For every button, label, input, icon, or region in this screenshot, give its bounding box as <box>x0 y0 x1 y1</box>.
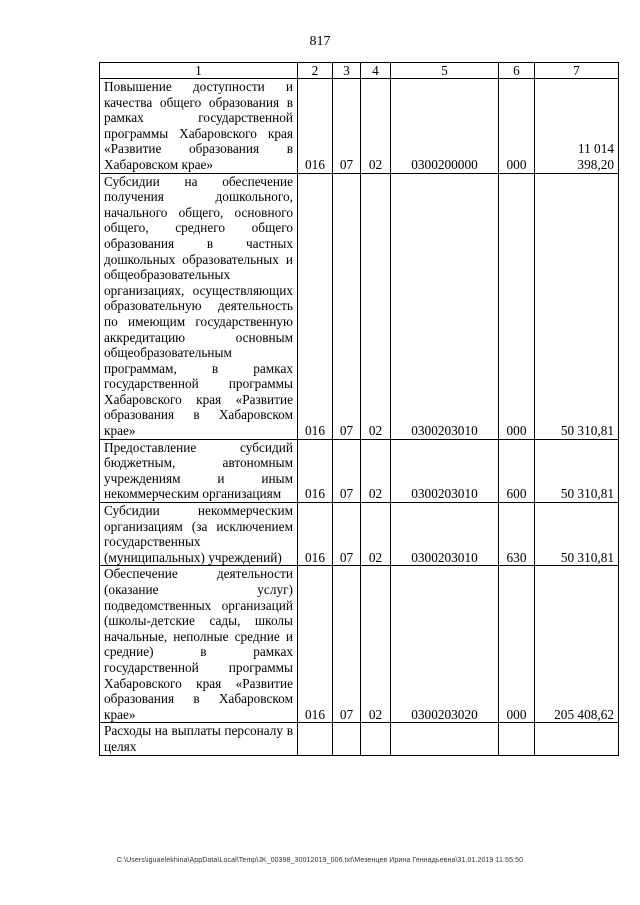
row-amount: 50 310,81 <box>535 173 619 439</box>
table-row <box>100 439 619 502</box>
row-amount: 50 310,81 <box>535 439 619 502</box>
row-section-code <box>333 723 361 755</box>
table-row <box>100 503 619 566</box>
header-col-2: 2 <box>298 63 333 79</box>
row-subsection-code <box>361 723 391 755</box>
footer-file-path: C:\Users\iguaelekhina\AppData\Local\Temp\JK_00398_30012019_006.txt\Мезенцев Ирина Геннадьевна\31.01.2019 11:55:50 <box>116 857 524 864</box>
row-subsection-code: 02 <box>361 566 391 723</box>
row-expense-type-code: 000 <box>499 566 535 723</box>
table-row <box>100 566 619 723</box>
header-col-5: 5 <box>391 63 499 79</box>
row-expense-type-code: 630 <box>499 503 535 566</box>
row-ministry-code: 016 <box>298 79 333 174</box>
table-row <box>100 173 619 439</box>
row-subsection-code: 02 <box>361 79 391 174</box>
row-expense-type-code: 600 <box>499 439 535 502</box>
page-number: 817 <box>309 34 331 49</box>
row-name: Обеспечение деятельности (оказание услуг) подведомственных организаций (школы-детские сады, школы начальные, неполные средние и средние) в рамках государственной программы Хабаровского края «Развитие образования в Хабаровском крае» <box>100 566 298 723</box>
row-ministry-code <box>298 723 333 755</box>
row-section-code: 07 <box>333 503 361 566</box>
row-amount: 50 310,81 <box>535 503 619 566</box>
row-expense-type-code <box>499 723 535 755</box>
row-subsection-code: 02 <box>361 503 391 566</box>
row-ministry-code: 016 <box>298 439 333 502</box>
row-ministry-code: 016 <box>298 173 333 439</box>
row-subsection-code: 02 <box>361 173 391 439</box>
row-ministry-code: 016 <box>298 566 333 723</box>
row-target-code: 0300203010 <box>391 503 499 566</box>
row-expense-type-code: 000 <box>499 173 535 439</box>
row-name: Субсидии на обеспечение получения дошкольного, начального общего, основного общего, среднего общего образования в частных дошкольных образовательных и общеобразовательных организациях, осуществляющих образовательную деятельность по имеющим государственную аккредитацию основным общеобразовательным программам, в рамках государственной программы Хабаровского края «Развитие образования в Хабаровском крае» <box>100 173 298 439</box>
row-target-code: 0300200000 <box>391 79 499 174</box>
header-col-4: 4 <box>361 63 391 79</box>
table-row <box>100 723 619 755</box>
row-amount: 205 408,62 <box>535 566 619 723</box>
row-subsection-code: 02 <box>361 439 391 502</box>
row-target-code: 0300203020 <box>391 566 499 723</box>
row-section-code: 07 <box>333 79 361 174</box>
row-expense-type-code: 000 <box>499 79 535 174</box>
row-name: Предоставление субсидий бюджетным, автономным учреждениям и иным некоммерческим организациям <box>100 439 298 502</box>
table-header-row <box>100 63 619 79</box>
row-section-code: 07 <box>333 439 361 502</box>
row-section-code: 07 <box>333 173 361 439</box>
row-amount: 11 014 398,20 <box>535 79 619 174</box>
header-col-6: 6 <box>499 63 535 79</box>
budget-table <box>99 62 619 756</box>
header-col-3: 3 <box>333 63 361 79</box>
row-name: Субсидии некоммерческим организациям (за исключением государственных (муниципальных) учреждений) <box>100 503 298 566</box>
row-target-code <box>391 723 499 755</box>
row-target-code: 0300203010 <box>391 439 499 502</box>
row-ministry-code: 016 <box>298 503 333 566</box>
row-name: Повышение доступности и качества общего образования в рамках государственной программы Хабаровского края «Развитие образования в Хабаровском крае» <box>100 79 298 174</box>
table-row <box>100 79 619 174</box>
row-amount <box>535 723 619 755</box>
row-name: Расходы на выплаты персоналу в целях <box>100 723 298 755</box>
row-target-code: 0300203010 <box>391 173 499 439</box>
header-col-7: 7 <box>535 63 619 79</box>
row-section-code: 07 <box>333 566 361 723</box>
header-col-1: 1 <box>100 63 298 79</box>
